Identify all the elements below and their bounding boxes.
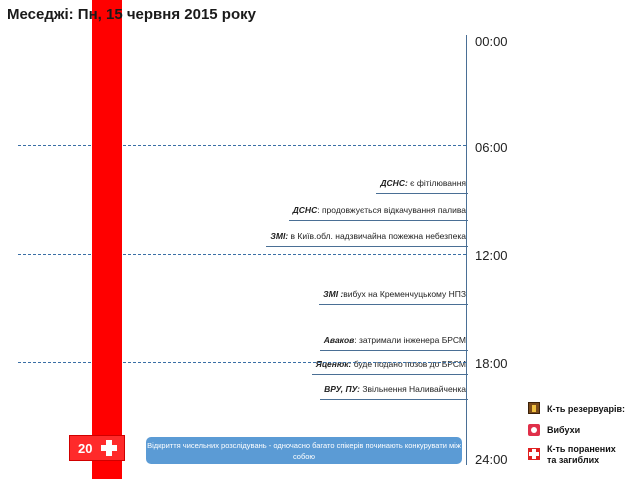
time-label-18: 18:00 [475,356,508,371]
casualty-counter [69,435,125,461]
event-text: : затримали інженера БРСМ [354,335,466,345]
event-item [293,205,466,217]
event-source: ДСНС: [380,178,408,188]
event-item [380,178,466,190]
hour-line-18 [18,362,466,363]
red-timeline-band [92,0,122,479]
event-underline [266,246,468,247]
casualty-count: 20 [78,440,93,456]
legend-item-casualties [528,444,627,466]
investigations-callout: Відкриття чисельних розслідувань - одночасно багато спікерів починають конкурувати між собою [146,437,462,464]
event-text: є фітілювання [407,178,466,188]
hour-line-12 [18,254,466,255]
event-source: ЗМІ : [323,289,344,299]
timeline-axis [466,35,467,465]
first-aid-icon [528,448,540,460]
event-item [324,335,466,347]
time-label-00: 00:00 [475,34,508,49]
legend-label: Вибухи [547,425,581,435]
time-label-24: 24:00 [475,452,508,467]
legend-label: К-ть поранених та загиблих [547,444,616,465]
time-label-06: 06:00 [475,140,508,155]
event-source: Яценюк: [315,359,352,369]
event-underline [319,304,468,305]
legend-label: К-ть резервуарів: [547,404,626,414]
time-label-12: 12:00 [475,248,508,263]
explosion-icon [528,424,540,436]
first-aid-cross-icon [100,439,118,457]
event-underline [320,350,468,351]
legend-item-tanks [528,402,625,415]
event-item [270,231,466,243]
event-text: в Київ.обл. надзвичайна пожежна небезпека [288,231,466,241]
event-item [323,289,466,301]
event-underline [289,220,468,221]
event-source: ВРУ, ПУ: [324,384,360,394]
event-text: буде подано позов до БРСМ [351,359,466,369]
event-item [324,384,466,396]
event-underline [376,193,468,194]
event-source: ЗМІ: [270,231,289,241]
event-source: ДСНС [292,205,318,215]
hour-line-06 [18,145,466,146]
event-item [316,359,466,371]
event-text: Звільнення Наливайченка [359,384,466,394]
page-title: Меседжі: Пн, 15 червня 2015 року [7,6,256,23]
fuel-tank-icon [528,402,540,414]
event-source: Аваков [323,335,355,345]
legend-item-explosions [528,424,580,436]
event-underline [320,399,468,400]
event-text: : продовжується відкачування палива [317,205,466,215]
event-underline [312,374,468,375]
event-text: вибух на Кременчуцькому НПЗ [343,289,466,299]
